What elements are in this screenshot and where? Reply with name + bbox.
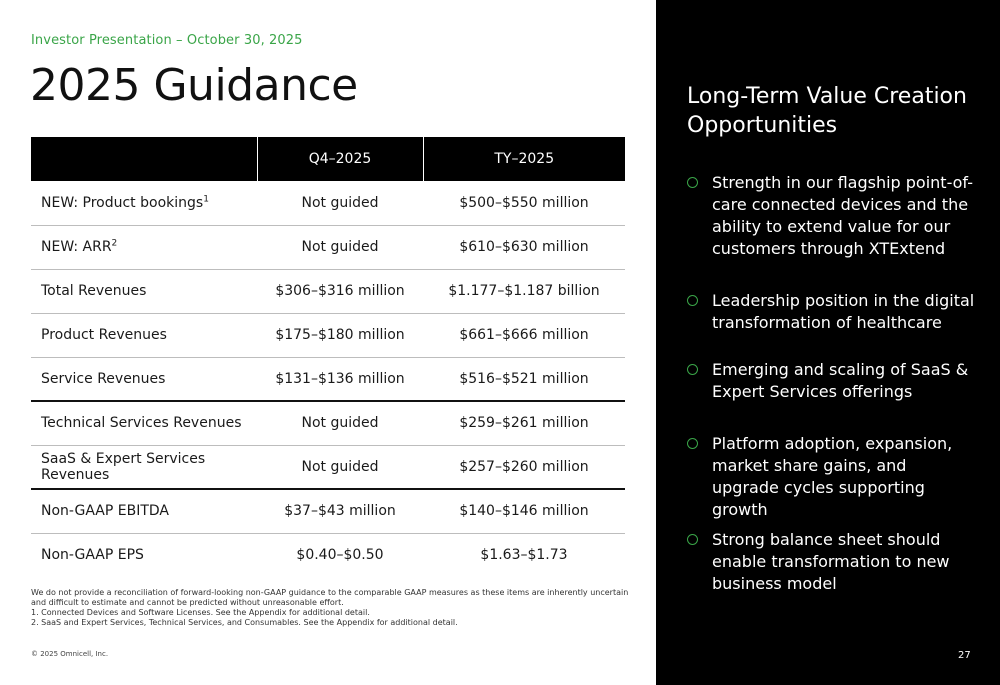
footnote-2: 2. SaaS and Expert Services, Technical Services, and Consumables. See the Appendix for additional detail.: [31, 618, 458, 627]
row-label: Non-GAAP EPS: [41, 547, 144, 564]
row-label: Non-GAAP EBITDA: [31, 489, 257, 533]
table-row: [31, 313, 625, 357]
row-label: NEW: ARR$^2$: [31, 225, 257, 269]
row-label: NEW: Product bookings$^1$: [31, 181, 257, 225]
bullet-text: Strong balance sheet should enable transformation to new business model: [712, 530, 950, 593]
circle-bullet-icon: [687, 534, 698, 545]
copyright: © 2025 Omnicell, Inc.: [31, 650, 109, 658]
row-q4-value: Not guided: [257, 445, 423, 489]
row-ty-value: $500–$550 million: [423, 181, 625, 225]
table-row: [31, 181, 625, 225]
presentation-subtitle: Investor Presentation – October 30, 2025: [31, 33, 303, 48]
guidance-table: [31, 137, 625, 577]
bullet-text: Emerging and scaling of SaaS & Expert Services offerings: [712, 360, 969, 401]
row-q4-value: $37–$43 million: [257, 489, 423, 533]
row-ty-value: $661–$666 million: [423, 313, 625, 357]
row-label: Service Revenues: [31, 357, 257, 401]
circle-bullet-icon: [687, 295, 698, 306]
circle-bullet-icon: [687, 364, 698, 375]
row-ty-value: $1.63–$1.73: [480, 547, 568, 564]
table-header-q4: Q4–2025: [257, 137, 423, 181]
table-row: [31, 533, 625, 577]
row-label: Technical Services Revenues: [31, 401, 257, 445]
row-ty-value: $140–$146 million: [423, 489, 625, 533]
list-item: [687, 172, 977, 260]
table-header-row: [31, 137, 625, 181]
row-ty-value: $516–$521 million: [423, 357, 625, 401]
row-label: SaaS & Expert Services Revenues: [31, 445, 257, 489]
list-item: [687, 529, 977, 595]
table-row: [31, 489, 625, 533]
footnote-intro: We do not provide a reconciliation of forward-looking non-GAAP guidance to the comparable GAAP measures as these items are inherently uncertain and difficult to estimate and cannot be predicted without unreasonable effort.: [31, 588, 629, 607]
table-row: [31, 445, 625, 489]
row-label: Total Revenues: [31, 269, 257, 313]
row-q4-value: Not guided: [257, 225, 423, 269]
row-q4-value: $306–$316 million: [257, 269, 423, 313]
row-label: Product Revenues: [31, 313, 257, 357]
list-item: [687, 433, 977, 521]
page-number: 27: [958, 650, 971, 661]
row-ty-value: $1.177–$1.187 billion: [423, 269, 625, 313]
list-item: [687, 290, 977, 334]
bullet-text: Platform adoption, expansion, market share gains, and upgrade cycles supporting growth: [712, 434, 953, 519]
row-ty-value: $257–$260 million: [423, 445, 625, 489]
bullet-text: Strength in our flagship point-of-care connected devices and the ability to extend value for our customers through XTExtend: [712, 173, 973, 258]
row-ty-value: $610–$630 million: [423, 225, 625, 269]
table-row: [31, 269, 625, 313]
value-creation-panel: [656, 0, 1000, 685]
page-title: 2025 Guidance: [30, 60, 358, 111]
table-row: [31, 357, 625, 401]
circle-bullet-icon: [687, 438, 698, 449]
footnote-1: 1. Connected Devices and Software Licenses. See the Appendix for additional detail.: [31, 608, 370, 617]
table-header-ty: TY–2025: [423, 137, 625, 181]
table-row: [31, 401, 625, 445]
list-item: [687, 359, 977, 403]
row-ty-value: $259–$261 million: [423, 401, 625, 445]
row-q4-value: $131–$136 million: [257, 357, 423, 401]
panel-title: Long-Term Value Creation Opportunities: [687, 84, 967, 138]
bullet-text: Leadership position in the digital transformation of healthcare: [712, 291, 975, 332]
row-q4-value: Not guided: [257, 401, 423, 445]
row-q4-value: $175–$180 million: [257, 313, 423, 357]
row-q4-value: $0.40–$0.50: [296, 547, 384, 564]
circle-bullet-icon: [687, 177, 698, 188]
row-q4-value: Not guided: [257, 181, 423, 225]
table-row: [31, 225, 625, 269]
footnotes: [31, 588, 631, 628]
table-header-metric: [31, 137, 257, 181]
